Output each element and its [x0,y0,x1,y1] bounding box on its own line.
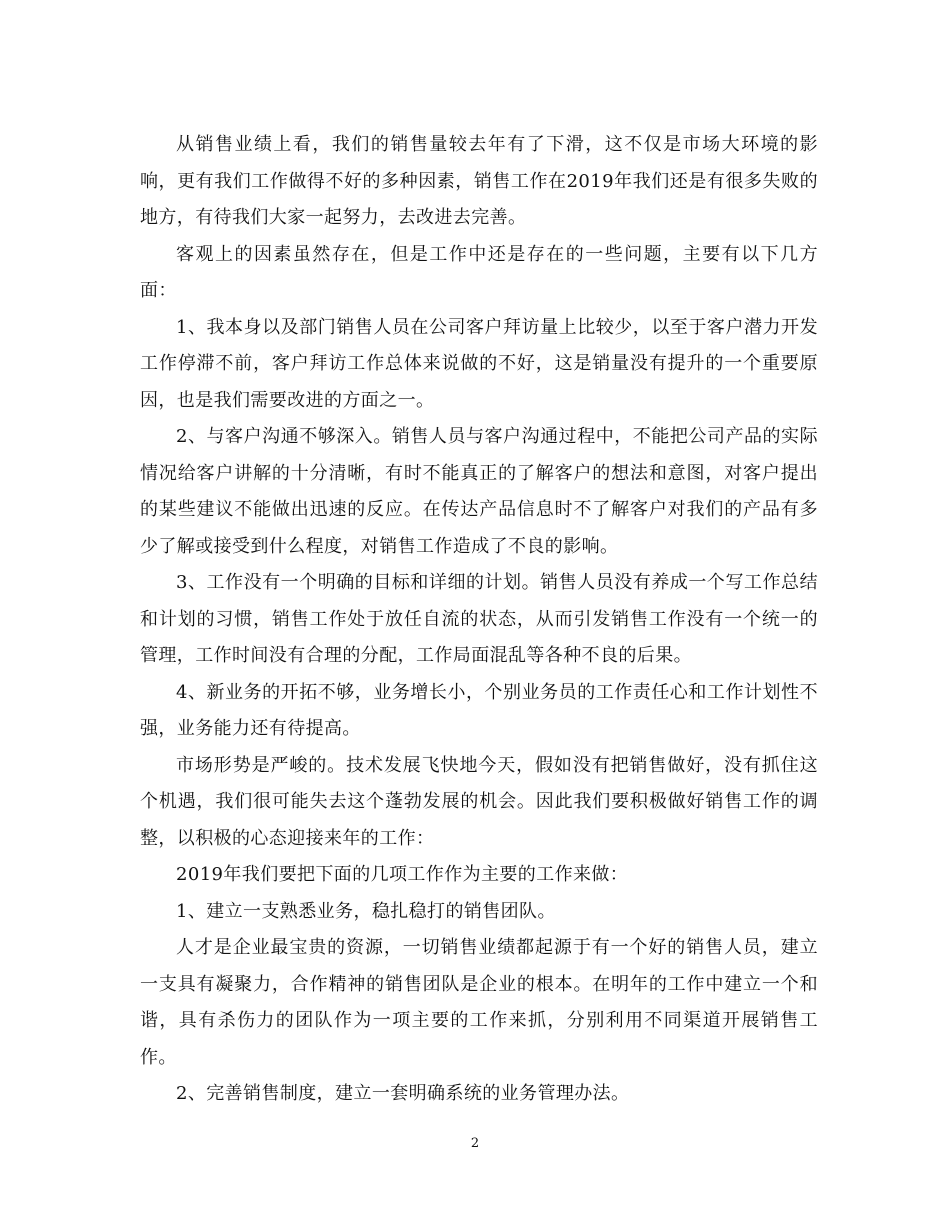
paragraph: 2、完善销售制度，建立一套明确系统的业务管理办法。 [176,1083,630,1104]
paragraph: 1、建立一支熟悉业务，稳扎稳打的销售团队。 [176,900,556,922]
paragraph: 客观上的因素虽然存在，但是工作中还是存在的一些问题，主要有以下几方面： [140,243,818,301]
paragraph: 3、工作没有一个明确的目标和详细的计划。销售人员没有养成一个写工作总结和计划的习惯，销售工作处于放任自流的状态，从而引发销售工作没有一个统一的管理，工作时间没有合理的分配，工作局面混乱等各种不良的后果。 [140,572,818,666]
paragraph: 2019年我们要把下面的几项工作作为主要的工作来做： [176,864,629,885]
paragraph: 1、我本身以及部门销售人员在公司客户拜访量上比较少，以至于客户潜力开发工作停滞不前，客户拜访工作总体来说做的不好，这是销量没有提升的一个重要原因，也是我们需要改进的方面之一。 [140,316,818,411]
paragraph: 4、新业务的开拓不够，业务增长小，个别业务员的工作责任心和工作计划性不强，业务能力还有待提高。 [140,681,818,739]
paragraph: 市场形势是严峻的。技术发展飞快地今天，假如没有把销售做好，没有抓住这个机遇，我们很可能失去这个蓬勃发展的机会。因此我们要积极做好销售工作的调整，以积极的心态迎接来年的工作： [140,754,818,849]
document-body [140,127,818,1113]
paragraph: 2、与客户沟通不够深入。销售人员与客户沟通过程中，不能把公司产品的实际情况给客户讲解的十分清晰，有时不能真正的了解客户的想法和意图，对客户提出的某些建议不能做出迅速的反应。在传达产品信息时不了解客户对我们的产品有多少了解或接受到什么程度，对销售工作造成了不良的影响。 [140,426,818,557]
paragraph: 从销售业绩上看，我们的销售量较去年有了下滑，这不仅是市场大环境的影响，更有我们工作做得不好的多种因素，销售工作在2019年我们还是有很多失败的地方，有待我们大家一起努力，去改进去完善。 [140,134,818,228]
paragraph: 人才是企业最宝贵的资源，一切销售业绩都起源于有一个好的销售人员，建立一支具有凝聚力，合作精神的销售团队是企业的根本。在明年的工作中建立一个和谐，具有杀伤力的团队作为一项主要的工作来抓，分别利用不同渠道开展销售工作。 [140,937,818,1068]
page-number: 2 [470,1136,480,1151]
